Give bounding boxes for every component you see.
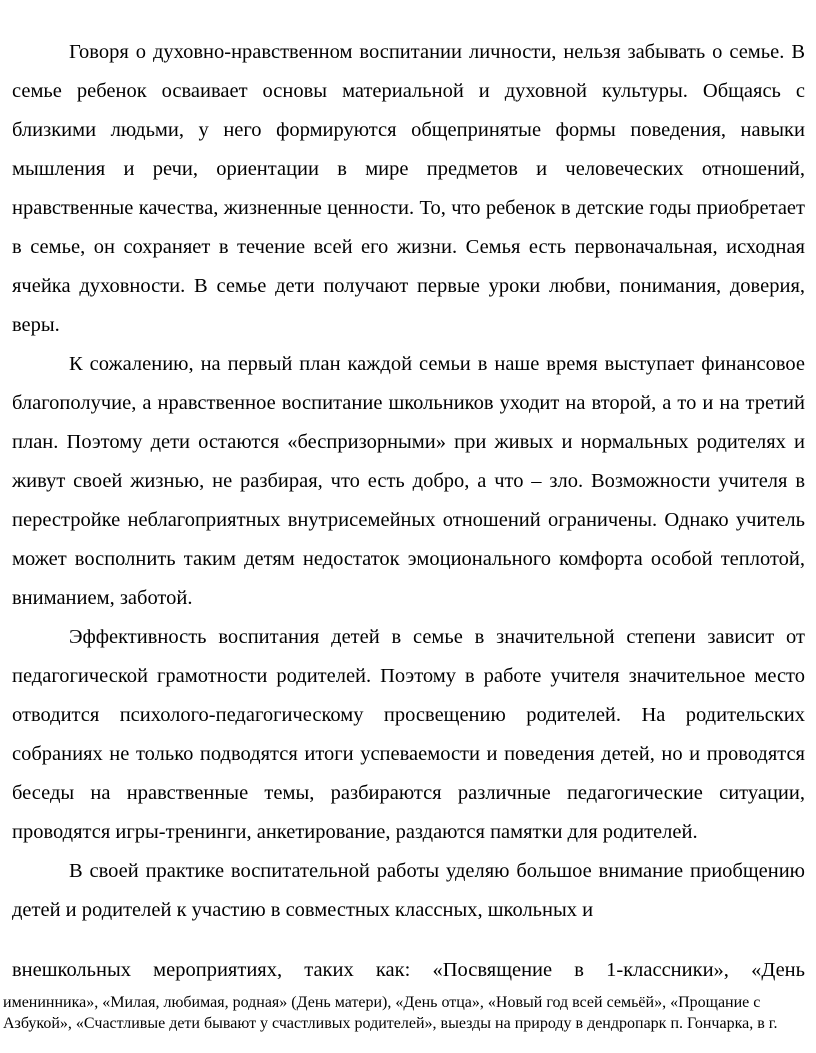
paragraph-2: К сожалению, на первый план каждой семьи в наше время выступает финансовое благополучие, а нравственное воспитание школьников уходит на второй, а то и на третий план. Поэтому дети остаются «беспризорными» при живых и нормальных родителях и живут своей жизнью, не разбирая, что есть добро, а что – зло. Возможности учителя в перестройке неблагоприятных внутрисемейных отношений ограничены. Однако учитель может восполнить таким детям недостаток эмоционального комфорта особой теплотой, вниманием, заботой. <box>12 353 805 609</box>
document-body <box>12 33 805 930</box>
paragraph-4-last-line: внешкольных мероприятиях, таких как: «Посвящение в 1-классники», «День <box>12 959 805 981</box>
paragraph-3: Эффективность воспитания детей в семье в значительной степени зависит от педагогической грамотности родителей. Поэтому в работе учителя значительное место отводится психолого-педагогическому просвещению родителей. На родительских собраниях не только подводятся итоги успеваемости и поведения детей, но и проводятся беседы на нравственные темы, разбираются различные педагогические ситуации, проводятся игры-тренинги, анкетирование, раздаются памятки для родителей. <box>12 626 805 843</box>
paragraph-1: Говоря о духовно-нравственном воспитании личности, нельзя забывать о семье. В семье ребенок осваивает основы материальной и духовной культуры. Общаясь с близкими людьми, у него формируются общепринятые формы поведения, навыки мышления и речи, ориентации в мире предметов и человеческих отношений, нравственные качества, жизненные ценности. То, что ребенок в детские годы приобретает в семье, он сохраняет в течение всей его жизни. Семья есть первоначальная, исходная ячейка духовности. В семье дети получают первые уроки любви, понимания, доверия, веры. <box>12 41 805 336</box>
paragraph-4: В своей практике воспитательной работы уделяю большое внимание приобщению детей и родителей к участию в совместных классных, школьных и <box>12 860 805 921</box>
continuation-text: именинника», «Милая, любимая, родная» (День матери), «День отца», «Новый год всей семьёй», «Прощание с Азбукой», «Счастливые дети бывают у счастливых родителей», выезды на природу в дендропарк п. Гончарка, в г. <box>3 994 778 1032</box>
